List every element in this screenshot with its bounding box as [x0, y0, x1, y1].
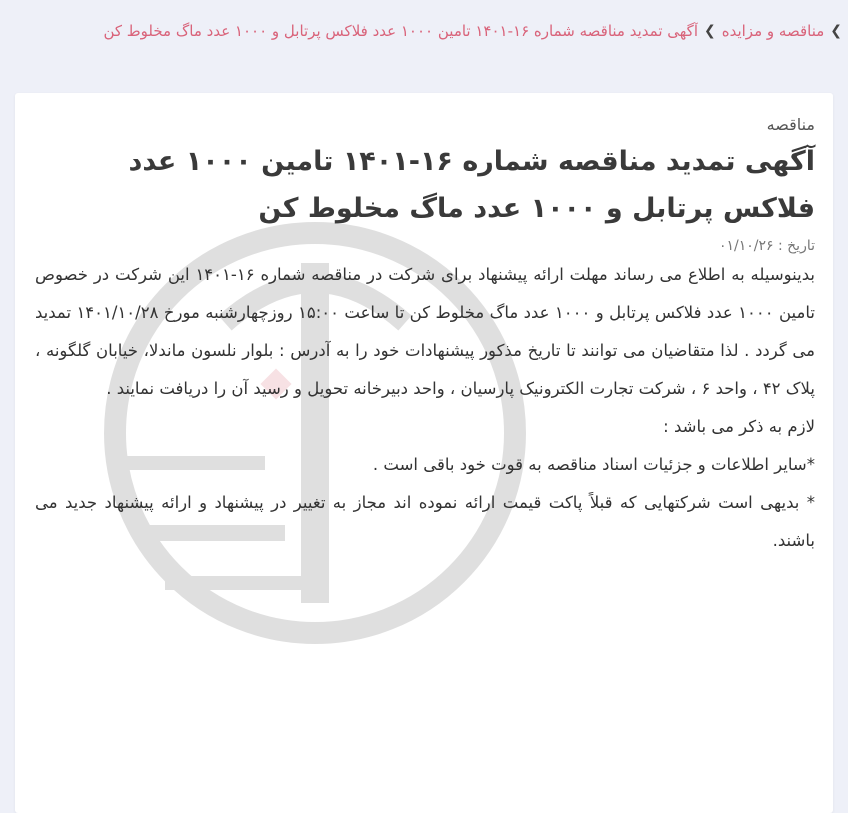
article-title: آگهی تمدید مناقصه شماره ۱۶-۱۴۰۱ تامین ۱۰۰۰ عدد فلاکس پرتابل و ۱۰۰۰ عدد ماگ مخلوط کن [128, 146, 815, 224]
breadcrumb [10, 22, 842, 40]
note-heading: لازم به ذکر می باشد : [663, 417, 815, 436]
article-body: بدینوسیله به اطلاع می رساند مهلت ارائه پیشنهاد برای شرکت در مناقصه شماره ۱۶-۱۴۰۱ این شرکت در خصوص تامین ۱۰۰۰ عدد فلاکس پرتابل و ۱۰۰۰ عدد ماگ مخلوط کن تا ساعت ۱۵:۰۰ روزچهارشنبه مورخ ۱۴۰۱/۱۰/۲۸ تمدید می گردد . لذا متقاضیان می توانند تا تاریخ مذکور پیشنهادات خود را به آدرس : بلوار نلسون ماندلا، خیابان گلگونه ، پلاک ۴۲ ، واحد ۶ ، شرکت تجارت الکترونیک پارسیان ، واحد دبیرخانه تحویل و رسید آن را دریافت نمایند . [35, 265, 815, 398]
chevron-right-icon: ❯ [704, 23, 716, 39]
note-item-1: *سایر اطلاعات و جزئیات اسناد مناقصه به قوت خود باقی است . [372, 455, 815, 474]
chevron-right-icon: ❯ [830, 23, 842, 39]
article-content [15, 93, 833, 560]
article-category: مناقصه [766, 115, 815, 134]
note-item-2: * بدیهی است شرکتهایی که قبلاً پاکت قیمت ارائه نموده اند مجاز به تغییر در پیشنهاد و ارائه پیشنهاد جدید می باشند. [35, 493, 815, 550]
breadcrumb-current: آگهی تمدید مناقصه شماره ۱۶-۱۴۰۱ تامین ۱۰۰۰ عدد فلاکس پرتابل و ۱۰۰۰ عدد ماگ مخلوط کن [103, 22, 698, 40]
top-bar [0, 0, 848, 75]
article-date: تاریخ : ۰۱/۱۰/۲۶ [718, 238, 815, 254]
article-card [15, 93, 833, 813]
breadcrumb-link-tenders[interactable]: مناقصه و مزایده [721, 22, 825, 40]
